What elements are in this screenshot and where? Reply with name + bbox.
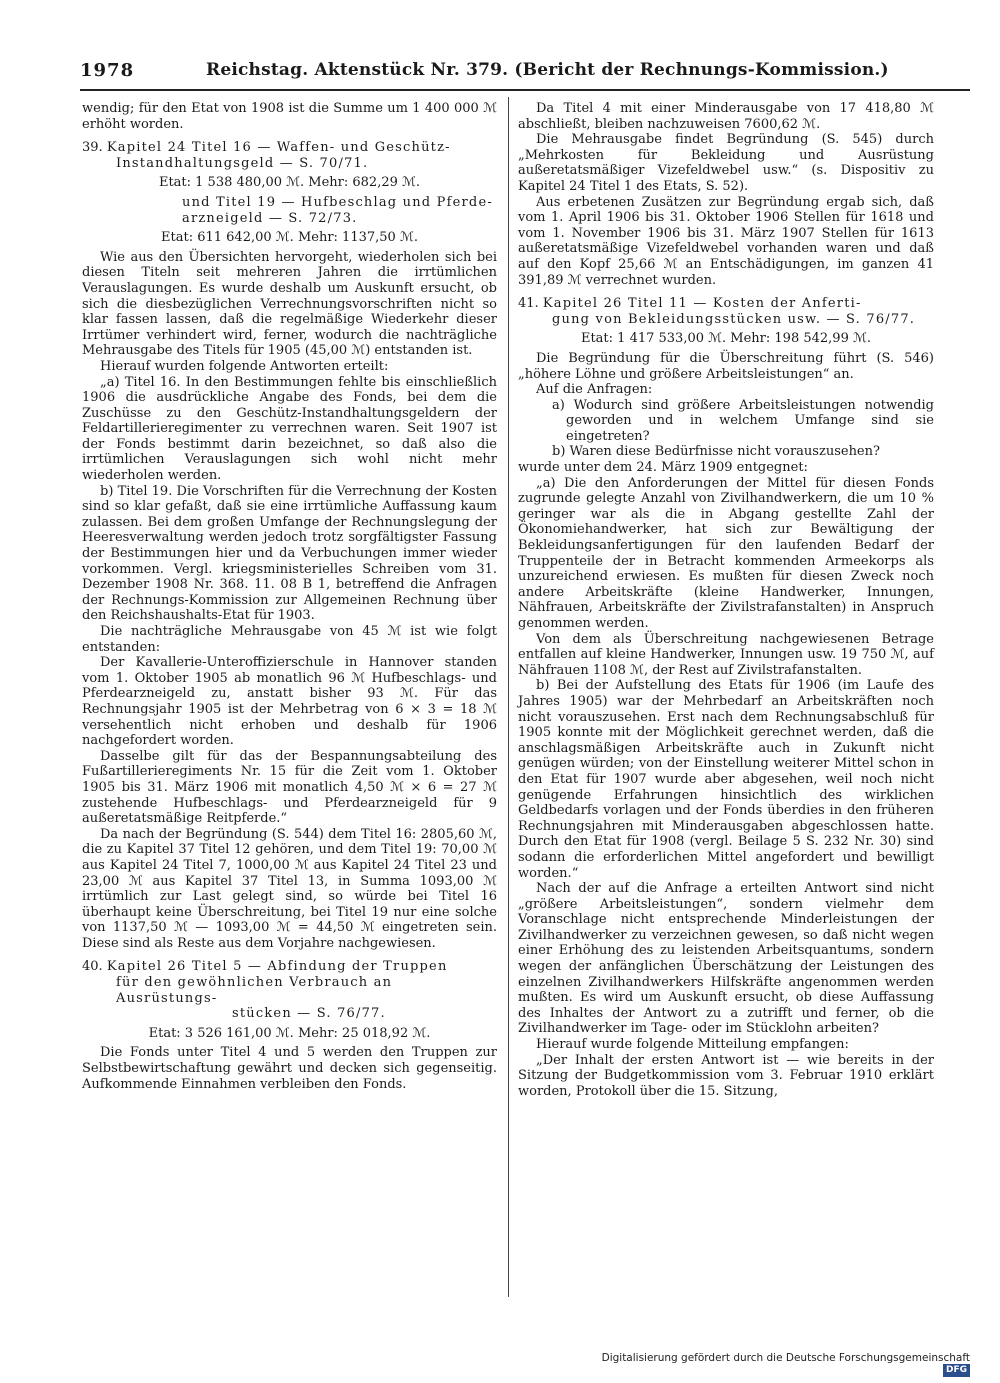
paragraph: Hierauf wurde folgende Mitteilung empfangen: [536,1037,849,1053]
section-title-line: Kapitel 26 Titel 5 — Abfindung der Truppen [106,959,448,975]
paragraph: Wie aus den Übersichten hervorgeht, wiederholen sich bei diesen Titeln seit mehreren Jahren die irrtümlichen Verauslagungen. Es wurde deshalb um Auskunft ersucht, ob sich die diesbezüglichen Verrechnungsvorschriften nicht so klar fassen lassen, daß die regelmäßige Wiederkehr dieser Irrtümer verhindert wird, ferner, wodurch die nachträgliche Mehrausgabe des Titels für 1905 (45,00 ℳ) entstanden ist. [82,249,497,359]
section-title-line: Instandhaltungsgeld — S. 70/71. [116,155,369,171]
section-heading-41 [518,296,934,327]
section-title-line: gung von Bekleidungsstücken usw. — S. 76/77. [552,311,916,327]
subsection-title [82,195,497,226]
section-title-line: stücken — S. 76/77. [232,1006,386,1022]
paragraph: wurde unter dem 24. März 1909 entgegnet: [518,460,808,476]
paragraph: Hierauf wurden folgende Antworten erteilt: [100,358,389,374]
paragraph: Auf die Anfragen: [536,382,653,398]
paragraph: Nach der auf die Anfrage a erteilten Antwort sind nicht „größere Arbeitsleistungen“, sondern vielmehr dem Voranschlage nicht entsprechende Minderleistungen der Zivilhandwerker zu verzeichnen gewesen, so daß nicht wegen einer Erhöhung des zu leistenden Arbeitsquantums, sondern wegen der anfänglichen Überschätzung der Leistungen des einzelnen Zivilhandwerkers Hilfskräfte angenommen werden mußten. Es wird um Auskunft ersucht, ob diese Auffassung des Inhaltes der Antwort zu a zutrifft und ferner, ob die Zivilhandwerker im Tage- oder im Stücklohn arbeiten? [518,881,934,1037]
paragraph: Dasselbe gilt für das der Bespannungsabteilung des Fußartillerieregiments Nr. 15 für die Zeit vom 1. Oktober 1905 bis 31. März 1906 mit monatlich 4,50 ℳ × 6 = 27 ℳ zustehende Hufbeschlags- und Pferdearzneigeld für 9 außeretatsmäßige Reitpferde.“ [82,748,497,827]
section-title-line: für den gewöhnlichen Verbrauch an Ausrüstungs- [116,975,393,1006]
paragraph: Von dem als Überschreitung nachgewiesenen Betrage entfallen auf kleine Handwerker, Innungen usw. 19 750 ℳ, auf Nähfrauen 1108 ℳ, der Rest auf Zivilstrafanstalten. [518,631,934,678]
paragraph: Der Kavallerie-Unteroffizierschule in Hannover standen vom 1. Oktober 1905 ab monatlich 96 ℳ Hufbeschlags- und Pferdearzneigeld zu, anstatt bisher 93 ℳ. Für das Rechnungsjahr 1905 ist der Mehrbetrag von 6 × 3 = 18 ℳ versehentlich nicht erhoben und deshalb für 1906 nachgefordert worden. [82,655,497,749]
etat-line: Etat: 611 642,00 ℳ. Mehr: 1137,50 ℳ. [161,230,418,246]
paragraph: Da nach der Begründung (S. 544) dem Titel 16: 2805,60 ℳ, die zu Kapitel 37 Titel 12 gehören, und dem Titel 19: 70,00 ℳ aus Kapitel 24 Titel 7, 1000,00 ℳ aus Kapitel 24 Titel 23 und 23,00 ℳ aus Kapitel 37 Titel 13, in Summa 1093,00 ℳ irrtümlich zur Last gelegt sind, so würde bei Titel 16 überhaupt keine Überschreitung, bei Titel 19 nur eine solche von 1137,50 ℳ — 1093,00 ℳ = 44,50 ℳ eingetreten sein. Diese sind als Reste aus dem Vorjahre nachgewiesen. [82,826,497,951]
paragraph: Die Mehrausgabe findet Begründung (S. 545) durch „Mehrkosten für Bekleidung und Ausrüstung außeretatsmäßiger Vizefeldwebel usw.“ (s. Dispositiv zu Kapitel 24 Titel 1 des Etats, S. 52). [518,132,934,194]
section-heading-39 [82,140,497,171]
etat-line: Etat: 1 538 480,00 ℳ. Mehr: 682,29 ℳ. [158,175,421,191]
page-header [80,58,970,86]
question-item: a) Wodurch sind größere Arbeitsleistungen notwendig geworden und in welchem Umfange sind sie eingetreten? [552,397,934,444]
footer-text: Digitalisierung gefördert durch die Deutsche Forschungsgemeinschaft [601,1352,970,1364]
page-number: 1978 [80,60,135,81]
paragraph: Aus erbetenen Zusätzen zur Begründung ergab sich, daß vom 1. April 1906 bis 31. Oktober 1906 Stellen für 1618 und vom 1. November 1906 bis 31. März 1907 Stellen für 1613 außeretatsmäßige Vizefeldwebel vorhanden waren und daß auf den Kopf 25,66 ℳ an Entschädigungen, im ganzen 41 391,89 ℳ verrechnet wurden. [518,194,934,288]
left-column [82,101,497,1092]
section-title-line: Kapitel 24 Titel 16 — Waffen- und Geschütz- [106,140,451,156]
section-number: 41. [518,296,539,312]
right-column [518,101,934,1099]
paragraph: Die nachträgliche Mehrausgabe von 45 ℳ ist wie folgt entstanden: [82,624,497,655]
question-item: b) Waren diese Bedürfnisse nicht vorauszusehen? [552,444,880,460]
header-rule [80,89,970,91]
paragraph: b) Titel 19. Die Vorschriften für die Verrechnung der Kosten sind so klar gefaßt, daß sie eine irrtümliche Auffassung kaum zulassen. Bei dem großen Umfange der Rechnungslegung der Heeresverwaltung werden jedoch trotz sorgfältigster Fassung der Bestimmungen hier und da Verbuchungen immer wieder vorkommen. Vergl. kriegsministerielles Schreiben vom 31. Dezember 1908 Nr. 368. 11. 08 B 1, betreffend die Anfragen der Rechnungs-Kommission zur Allgemeinen Rechnung über den Reichshaushalts-Etat für 1903. [82,483,497,624]
funding-footer [580,1352,970,1375]
section-number: 40. [82,959,103,975]
paragraph: b) Bei der Aufstellung des Etats für 1906 (im Laufe des Jahres 1905) war der Mehrbedarf an Arbeitskräften noch nicht vorauszusehen. Erst nach dem Rechnungsabschluß für 1905 konnte mit der Möglichkeit gerechnet werden, daß die anschlagsmäßigen Arbeitskräfte auch in Zukunft nicht genügen würden; von der Einstellung weiterer Mittel schon in den Etat für 1907 wurde aber abgesehen, weil noch nicht genügende Erfahrungen hinsichtlich des wirklichen Geldbedarfs vorlagen und der Fonds überdies in den früheren Rechnungsjahren mit Minderausgaben abgeschlossen hatte. Durch den Etat für 1908 (vergl. Beilage 5 S. 232 Nr. 30) sind sodann die erforderlichen Mittel angefordert und bewilligt worden.“ [518,678,934,881]
section-number: 39. [82,140,103,156]
column-divider [508,97,509,1297]
paragraph: „Der Inhalt der ersten Antwort ist — wie bereits in der Sitzung der Budgetkommission vom 3. Februar 1910 erklärt worden, Protokoll über die 15. Sitzung, [518,1052,934,1099]
subsection-title-line: und Titel 19 — Hufbeschlag und Pferde- [182,194,493,210]
paragraph: Da Titel 4 mit einer Minderausgabe von 17 418,80 ℳ abschließt, bleiben nachzuweisen 7600,62 ℳ. [518,101,934,132]
paragraph: „a) Titel 16. In den Bestimmungen fehlte bis einschließlich 1906 die ausdrückliche Angabe des Fonds, bei dem die Zuschüsse zu den Geschütz-Instandhaltungsgeldern der Feldartillerieregimenter zu verrechnen waren. Seit 1907 ist der Fonds bestimmt darin bezeichnet, so daß also die irrtümlichen Verauslagungen sich wohl nicht mehr wiederholen werden. [82,374,497,484]
etat-line: Etat: 3 526 161,00 ℳ. Mehr: 25 018,92 ℳ. [148,1025,431,1041]
section-title-line: Kapitel 26 Titel 11 — Kosten der Anferti- [542,296,862,312]
dfg-logo: DFG [943,1364,970,1377]
running-title: Reichstag. Aktenstück Nr. 379. (Bericht der Rechnungs-Kommission.) [206,60,889,80]
etat-line: Etat: 1 417 533,00 ℳ. Mehr: 198 542,99 ℳ. [580,331,872,347]
paragraph: Die Fonds unter Titel 4 und 5 werden den Truppen zur Selbstbewirtschaftung gewährt und decken sich gegenseitig. Aufkommende Einnahmen verbleiben den Fonds. [82,1045,497,1092]
paragraph: wendig; für den Etat von 1908 ist die Summe um 1 400 000 ℳ erhöht worden. [82,101,497,132]
section-heading-40 [82,959,497,1021]
paragraph: Die Begründung für die Überschreitung führt (S. 546) „höhere Löhne und größere Arbeitsleistungen“ an. [518,350,934,382]
subsection-title-line: arzneigeld — S. 72/73. [182,210,358,226]
paragraph: „a) Die den Anforderungen der Mittel für diesen Fonds zugrunde gelegte Anzahl von Zivilhandwerkern, die um 10 % geringer war als die in Abgang gestellte Zahl der Ökonomiehandwerker, hat sich zur Bewältigung der Bekleidungsanfertigungen für den laufenden Bedarf der Truppenteile der in Betracht kommenden Armeekorps als unzureichend erwiesen. Es mußten für diesen Zweck noch andere Arbeitskräfte (kleine Handwerker, Innungen, Nähfrauen, Arbeitskräfte der Zivilstrafanstalten) in Anspruch genommen werden. [518,475,934,631]
